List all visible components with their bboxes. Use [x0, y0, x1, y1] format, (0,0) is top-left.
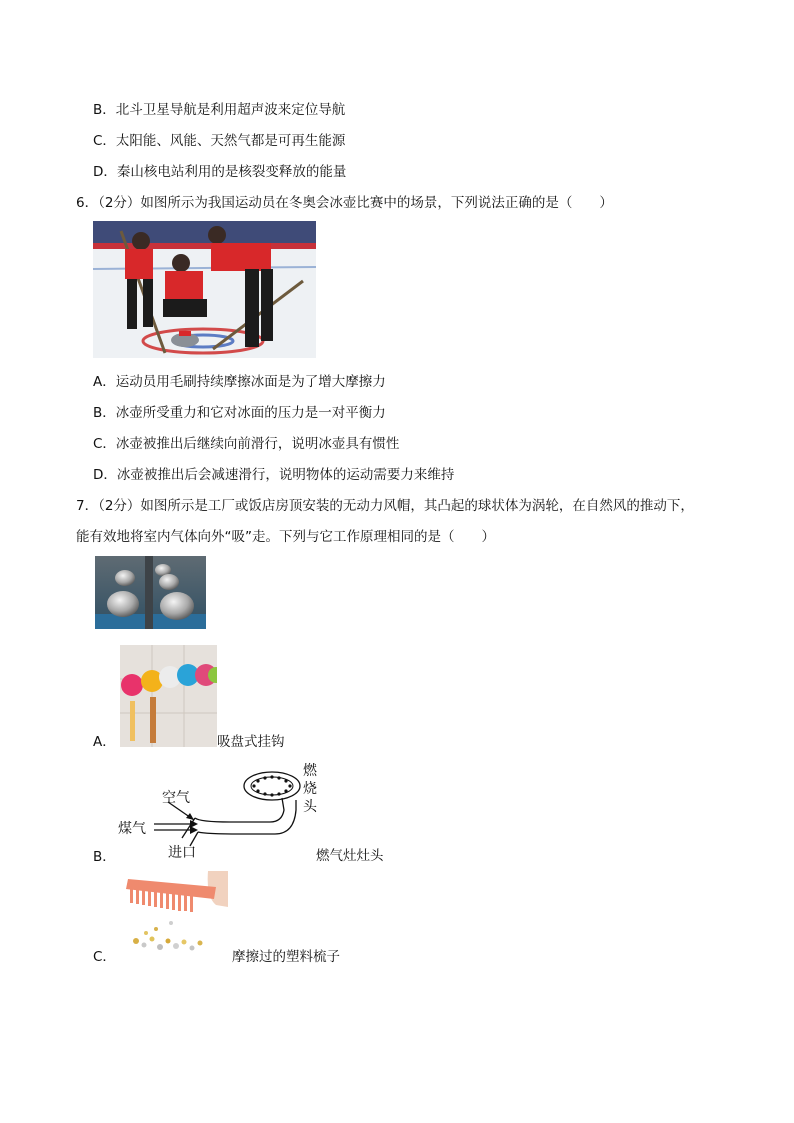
diagram-label-inlet: 进口 — [168, 845, 196, 861]
q6-option-b: B．冰壶所受重力和它对冰面的压力是一对平衡力 — [93, 405, 386, 421]
diagram-label-burner-1: 燃 — [303, 763, 317, 779]
diagram-label-air: 空气 — [162, 790, 190, 806]
q5-option-c: C．太阳能、风能、天然气都是可再生能源 — [93, 133, 346, 149]
q6-option-d: D．冰壶被推出后会减速滑行，说明物体的运动需要力来维持 — [93, 467, 455, 483]
q7-option-c-caption: 摩擦过的塑料梳子 — [232, 949, 340, 965]
gas-stove-burner-diagram — [110, 758, 330, 866]
diagram-label-burner-2: 烧 — [303, 781, 317, 797]
q7-option-a-letter: A． — [93, 734, 116, 750]
q7-stem-line2: 能有效地将室内气体向外“吸”走。下列与它工作原理相同的是（ ） — [76, 529, 495, 545]
q7-option-b-letter: B． — [93, 849, 116, 865]
q5-option-b: B．北斗卫星导航是利用超声波来定位导航 — [93, 102, 346, 118]
q7-option-c-letter: C． — [93, 949, 116, 965]
diagram-label-gas: 煤气 — [118, 821, 146, 837]
suction-cup-hook-photo — [120, 645, 217, 747]
diagram-label-burner-3: 头 — [303, 799, 317, 815]
plastic-comb-photo — [116, 871, 228, 955]
q7-option-a-caption: 吸盘式挂钩 — [217, 734, 285, 750]
q6-stem: 6．（2分）如图所示为我国运动员在冬奥会冰壶比赛中的场景，下列说法正确的是（ ） — [76, 195, 613, 211]
q6-option-a: A．运动员用毛刷持续摩擦冰面是为了增大摩擦力 — [93, 374, 386, 390]
q5-option-d: D．秦山核电站利用的是核裂变释放的能量 — [93, 164, 347, 180]
curling-photo — [93, 221, 316, 358]
q7-option-b-caption: 燃气灶灶头 — [316, 848, 384, 864]
q7-stem-line1: 7．（2分）如图所示是工厂或饭店房顶安装的无动力风帽，其凸起的球状体为涡轮，在自然风的推动下， — [76, 498, 694, 514]
q6-option-c: C．冰壶被推出后继续向前滑行，说明冰壶具有惯性 — [93, 436, 400, 452]
roof-ventilator-photo — [95, 556, 206, 629]
